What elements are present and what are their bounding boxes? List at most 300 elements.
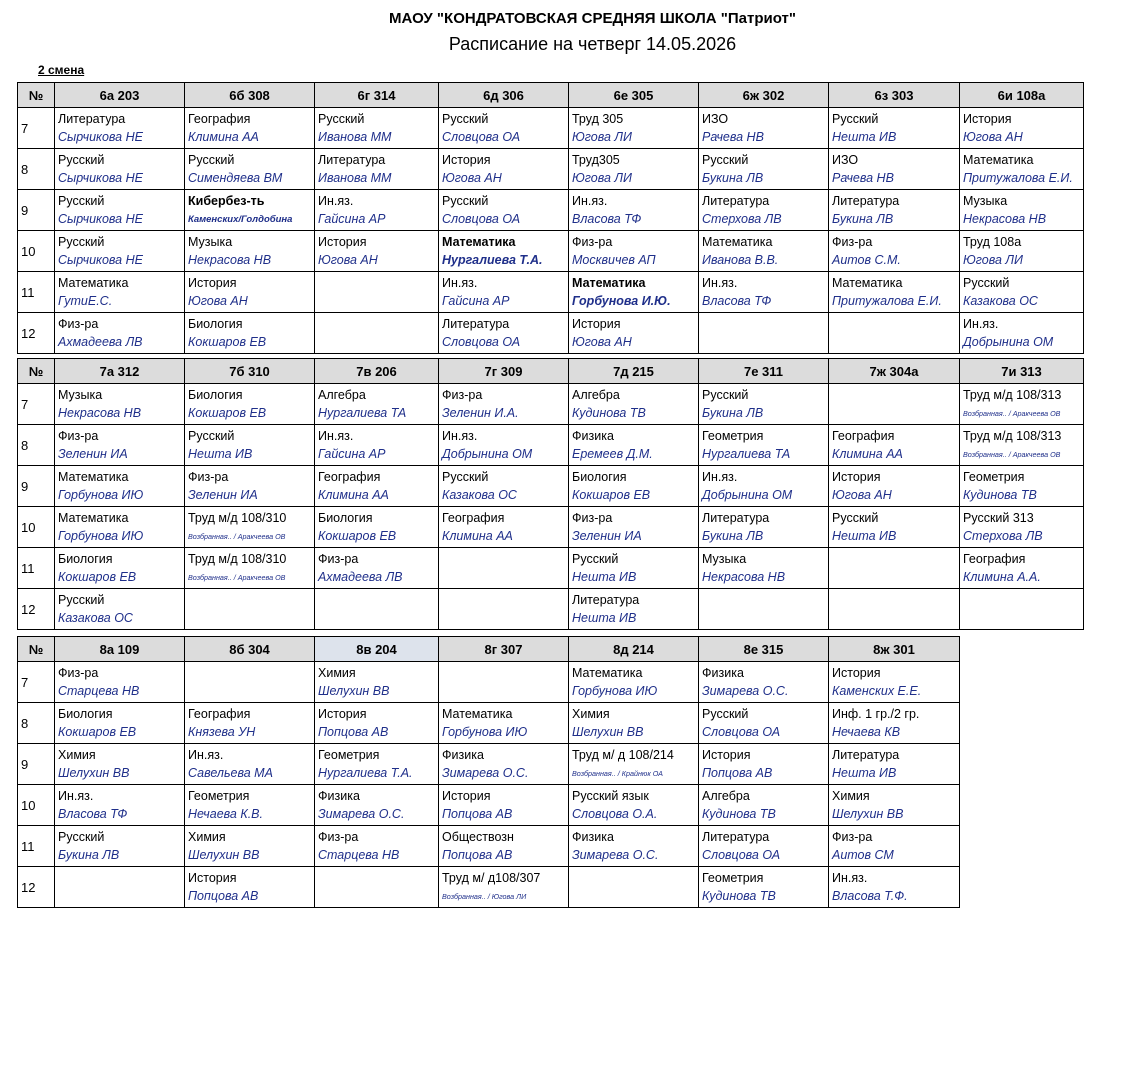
teacher-name: Климина АА: [318, 487, 389, 502]
lesson-cell: [185, 867, 315, 908]
lesson-cell: [315, 313, 439, 354]
lesson-cell: [569, 272, 699, 313]
teacher-name: Каменских/Голдобина: [188, 213, 293, 225]
teacher-name: Попцова АВ: [188, 888, 259, 903]
lesson-number: 8: [18, 149, 55, 190]
lesson-cell: [829, 149, 960, 190]
lesson-cell: [439, 507, 569, 548]
subject-name: Химия: [572, 706, 610, 721]
subject-name: Русский: [442, 469, 489, 484]
lesson-cell: [829, 231, 960, 272]
lesson-cell: [55, 466, 185, 507]
lesson-cell: [315, 231, 439, 272]
lesson-cell: [960, 231, 1084, 272]
teacher-name: Добрынина ОМ: [963, 334, 1054, 349]
lesson-cell: [699, 548, 829, 589]
subject-name: Геометрия: [963, 469, 1025, 484]
subject-name: Ин.яз.: [318, 193, 354, 208]
subject-name: Труд м/д 108/310: [188, 551, 287, 566]
table-row: [18, 785, 960, 826]
lesson-cell: [829, 272, 960, 313]
subject-name: Алгебра: [318, 387, 366, 402]
lesson-cell: [569, 589, 699, 630]
teacher-name: Югова АН: [832, 487, 892, 502]
teacher-name: Югова ЛИ: [572, 129, 632, 144]
subject-name: Физика: [572, 428, 614, 443]
subject-name: Физика: [318, 788, 360, 803]
table-row: [18, 108, 1084, 149]
teacher-name: Зимарева О.С.: [572, 847, 659, 862]
teacher-name: Словцова ОА: [702, 847, 781, 862]
class-header: 8г 307: [439, 637, 569, 662]
table-row: [18, 589, 1084, 630]
lesson-cell: [960, 272, 1084, 313]
lesson-cell: [439, 231, 569, 272]
lesson-cell: [439, 425, 569, 466]
lesson-cell: [439, 190, 569, 231]
lesson-cell: [569, 507, 699, 548]
lesson-cell: [829, 507, 960, 548]
teacher-name: Горбунова И.Ю.: [572, 293, 671, 308]
lesson-number: 8: [18, 425, 55, 466]
subject-name: Русский язык: [572, 788, 649, 803]
teacher-name: Югова АН: [442, 170, 502, 185]
subject-name: Ин.яз.: [58, 788, 94, 803]
lesson-cell: [569, 108, 699, 149]
lesson-cell: [960, 384, 1084, 425]
class-header: 7и 313: [960, 359, 1084, 384]
table-row: [18, 867, 960, 908]
class-header: 6д 306: [439, 83, 569, 108]
subject-name: Биология: [572, 469, 627, 484]
lesson-cell: [569, 826, 699, 867]
teacher-name: Стерхова ЛВ: [963, 528, 1043, 543]
lesson-cell: [829, 826, 960, 867]
teacher-name: Нургалиева Т.А.: [442, 252, 543, 267]
teacher-name: Нешта ИВ: [832, 129, 897, 144]
teacher-name: Симендяева ВМ: [188, 170, 283, 185]
lesson-cell: [960, 313, 1084, 354]
subject-name: Русский: [58, 152, 105, 167]
teacher-name: Шелухин ВВ: [832, 806, 904, 821]
subject-name: Русский: [832, 510, 879, 525]
lesson-cell: [439, 149, 569, 190]
teacher-name: Ахмадеева ЛВ: [58, 334, 143, 349]
subject-name: География: [832, 428, 895, 443]
subject-name: Физ-ра: [58, 665, 99, 680]
teacher-name: Зимарева О.С.: [702, 683, 789, 698]
teacher-name: Добрынина ОМ: [702, 487, 793, 502]
teacher-name: Шелухин ВВ: [318, 683, 390, 698]
teacher-name: Зеленин ИА: [572, 528, 642, 543]
lesson-cell: [439, 867, 569, 908]
lesson-cell: [569, 425, 699, 466]
subject-name: ИЗО: [832, 152, 859, 167]
lesson-number: 10: [18, 785, 55, 826]
subject-name: Литература: [832, 193, 900, 208]
subject-name: Литература: [442, 316, 510, 331]
subject-name: Физ-ра: [832, 829, 873, 844]
teacher-name: Попцова АВ: [702, 765, 773, 780]
teacher-name: Кокшаров ЕВ: [58, 724, 137, 739]
lesson-cell: [185, 108, 315, 149]
lesson-cell: [829, 785, 960, 826]
teacher-name: Возбранная.. / Югова ЛИ: [442, 891, 527, 901]
teacher-name: Возбранная.. / Крайнюк ОА: [572, 768, 663, 778]
subject-name: Ин.яз.: [442, 428, 478, 443]
subject-name: Математика: [832, 275, 903, 290]
lesson-cell: [55, 662, 185, 703]
teacher-name: Некрасова НВ: [702, 569, 786, 584]
class-header: 6г 314: [315, 83, 439, 108]
lesson-cell: [439, 662, 569, 703]
subject-name: Физ-ра: [188, 469, 229, 484]
teacher-name: Кокшаров ЕВ: [188, 334, 267, 349]
lesson-cell: [699, 190, 829, 231]
lesson-cell: [699, 384, 829, 425]
teacher-name: ГутиЕ.С.: [58, 293, 113, 308]
teacher-name: Притужалова Е.И.: [963, 170, 1073, 185]
subject-name: Русский 313: [963, 510, 1034, 525]
teacher-name: Букина ЛВ: [58, 847, 120, 862]
teacher-name: Казакова ОС: [442, 487, 517, 502]
subject-name: История: [832, 665, 881, 680]
subject-name: Музыка: [963, 193, 1008, 208]
lesson-cell: [829, 466, 960, 507]
teacher-name: Власова ТФ: [58, 806, 128, 821]
teacher-name: Возбранная.. / Аракчеева ОВ: [963, 449, 1061, 459]
subject-name: Физ-ра: [318, 829, 359, 844]
lesson-cell: [699, 507, 829, 548]
lesson-cell: [829, 744, 960, 785]
lesson-cell: [960, 548, 1084, 589]
subject-name: Ин.яз.: [188, 747, 224, 762]
lesson-cell: [55, 703, 185, 744]
lesson-cell: [829, 313, 960, 354]
lesson-cell: [55, 384, 185, 425]
lesson-cell: [55, 149, 185, 190]
lesson-number: 9: [18, 190, 55, 231]
header-row: [18, 637, 960, 662]
class-header: 7в 206: [315, 359, 439, 384]
class-header: 8в 204: [315, 637, 439, 662]
teacher-name: Попцова АВ: [318, 724, 389, 739]
subject-name: История: [188, 870, 237, 885]
subject-name: Ин.яз.: [702, 469, 738, 484]
teacher-name: Аитов С.М.: [832, 252, 901, 267]
lesson-number: 7: [18, 108, 55, 149]
teacher-name: Зеленин ИА: [188, 487, 258, 502]
lesson-cell: [569, 190, 699, 231]
lesson-cell: [699, 785, 829, 826]
subject-name: Ин.яз.: [832, 870, 868, 885]
teacher-name: Власова ТФ: [702, 293, 772, 308]
subject-name: Инф. 1 гр./2 гр.: [832, 706, 920, 721]
class-header: 8ж 301: [829, 637, 960, 662]
class-header: 7а 312: [55, 359, 185, 384]
lesson-cell: [569, 384, 699, 425]
lesson-cell: [55, 867, 185, 908]
lesson-number-header: №: [18, 359, 55, 384]
subject-name: История: [318, 706, 367, 721]
table-row: [18, 548, 1084, 589]
lesson-number: 12: [18, 313, 55, 354]
subject-name: Литература: [58, 111, 126, 126]
subject-name: Физ-ра: [58, 428, 99, 443]
subject-name: История: [188, 275, 237, 290]
subject-name: Русский: [318, 111, 365, 126]
table-row: [18, 703, 960, 744]
subject-name: Русский: [188, 152, 235, 167]
subject-name: География: [188, 111, 251, 126]
subject-name: История: [702, 747, 751, 762]
lesson-cell: [55, 190, 185, 231]
teacher-name: Югова ЛИ: [963, 252, 1023, 267]
lesson-number-header: №: [18, 637, 55, 662]
teacher-name: Словцова ОА: [442, 334, 521, 349]
lesson-cell: [185, 703, 315, 744]
subject-name: Обществозн: [442, 829, 514, 844]
teacher-name: Нургалиева ТА: [702, 446, 791, 461]
class-header: 6ж 302: [699, 83, 829, 108]
subject-name: Физ-ра: [442, 387, 483, 402]
subject-name: Кибербез-ть: [188, 193, 265, 208]
teacher-name: Кокшаров ЕВ: [572, 487, 651, 502]
lesson-number: 7: [18, 662, 55, 703]
teacher-name: Нешта ИВ: [188, 446, 253, 461]
teacher-name: Казакова ОС: [58, 610, 133, 625]
teacher-name: Добрынина ОМ: [442, 446, 533, 461]
subject-name: Русский: [58, 592, 105, 607]
lesson-cell: [569, 662, 699, 703]
lesson-cell: [569, 548, 699, 589]
lesson-cell: [315, 785, 439, 826]
teacher-name: Казакова ОС: [963, 293, 1038, 308]
lesson-number: 8: [18, 703, 55, 744]
teacher-name: Ахмадеева ЛВ: [318, 569, 403, 584]
lesson-cell: [699, 313, 829, 354]
lesson-cell: [699, 744, 829, 785]
subject-name: География: [188, 706, 251, 721]
subject-name: Труд м/д 108/310: [188, 510, 287, 525]
subject-name: Химия: [188, 829, 226, 844]
lesson-cell: [569, 785, 699, 826]
lesson-cell: [829, 548, 960, 589]
table-row: [18, 662, 960, 703]
lesson-cell: [829, 662, 960, 703]
lesson-cell: [185, 826, 315, 867]
lesson-cell: [960, 149, 1084, 190]
teacher-name: Шелухин ВВ: [188, 847, 260, 862]
subject-name: Физ-ра: [572, 234, 613, 249]
lesson-cell: [315, 384, 439, 425]
table-row: [18, 231, 1084, 272]
subject-name: Алгебра: [572, 387, 620, 402]
class-header: 6з 303: [829, 83, 960, 108]
teacher-name: Князева УН: [188, 724, 256, 739]
lesson-cell: [315, 272, 439, 313]
lesson-cell: [315, 108, 439, 149]
class-header: 6б 308: [185, 83, 315, 108]
teacher-name: Аитов СМ: [832, 847, 894, 862]
lesson-cell: [185, 149, 315, 190]
subject-name: Физика: [572, 829, 614, 844]
teacher-name: Некрасова НВ: [188, 252, 272, 267]
teacher-name: Зеленин И.А.: [442, 405, 519, 420]
teacher-name: Климина А.А.: [963, 569, 1041, 584]
teacher-name: Сырчикова НЕ: [58, 211, 143, 226]
subject-name: Математика: [442, 706, 513, 721]
lesson-number: 12: [18, 589, 55, 630]
subject-name: География: [963, 551, 1026, 566]
subject-name: Биология: [188, 387, 243, 402]
teacher-name: Возбранная.. / Аракчеева ОВ: [963, 408, 1061, 418]
header-row: [18, 83, 1084, 108]
lesson-cell: [829, 384, 960, 425]
lesson-cell: [569, 744, 699, 785]
teacher-name: Зимарева О.С.: [442, 765, 529, 780]
lesson-number: 11: [18, 548, 55, 589]
teacher-name: Кокшаров ЕВ: [188, 405, 267, 420]
lesson-cell: [699, 231, 829, 272]
lesson-cell: [439, 384, 569, 425]
subject-name: Биология: [58, 551, 113, 566]
lesson-cell: [829, 589, 960, 630]
lesson-cell: [439, 108, 569, 149]
subject-name: Ин.яз.: [318, 428, 354, 443]
teacher-name: Югова АН: [963, 129, 1023, 144]
teacher-name: Сырчикова НЕ: [58, 170, 143, 185]
lesson-cell: [439, 272, 569, 313]
subject-name: История: [442, 152, 491, 167]
teacher-name: Шелухин ВВ: [58, 765, 130, 780]
subject-name: Геометрия: [702, 870, 764, 885]
lesson-cell: [699, 589, 829, 630]
lesson-cell: [439, 589, 569, 630]
teacher-name: Попцова АВ: [442, 847, 513, 862]
lesson-cell: [569, 313, 699, 354]
lesson-cell: [699, 662, 829, 703]
subject-name: Математика: [572, 275, 646, 290]
subject-name: Физ-ра: [572, 510, 613, 525]
lesson-cell: [699, 466, 829, 507]
lesson-cell: [699, 826, 829, 867]
teacher-name: Кудинова ТВ: [702, 888, 776, 903]
teacher-name: Букина ЛВ: [702, 528, 764, 543]
subject-name: Геометрия: [318, 747, 380, 762]
teacher-name: Шелухин ВВ: [572, 724, 644, 739]
shift-label: 2 смена: [38, 63, 85, 77]
class-header: 7б 310: [185, 359, 315, 384]
subject-name: Труд 305: [572, 111, 624, 126]
lesson-cell: [185, 548, 315, 589]
lesson-cell: [699, 272, 829, 313]
teacher-name: Горбунова ИЮ: [58, 487, 144, 502]
lesson-cell: [315, 867, 439, 908]
lesson-cell: [315, 425, 439, 466]
subject-name: Музыка: [188, 234, 233, 249]
lesson-cell: [569, 149, 699, 190]
teacher-name: Горбунова ИЮ: [58, 528, 144, 543]
lesson-cell: [315, 507, 439, 548]
subject-name: Труд м/д 108/313: [963, 387, 1062, 402]
teacher-name: Стерхова ЛВ: [702, 211, 782, 226]
lesson-cell: [569, 703, 699, 744]
subject-name: Труд м/ д 108/214: [572, 747, 674, 762]
lesson-cell: [55, 589, 185, 630]
teacher-name: Кудинова ТВ: [572, 405, 646, 420]
subject-name: Русский: [832, 111, 879, 126]
lesson-cell: [960, 108, 1084, 149]
teacher-name: Нечаева К.В.: [188, 806, 263, 821]
table-row: [18, 744, 960, 785]
subject-name: Труд 108а: [963, 234, 1022, 249]
subject-name: Русский: [442, 111, 489, 126]
lesson-cell: [185, 272, 315, 313]
lesson-cell: [829, 190, 960, 231]
subject-name: Биология: [318, 510, 373, 525]
class-header: 8б 304: [185, 637, 315, 662]
subject-name: Ин.яз.: [572, 193, 608, 208]
subject-name: Ин.яз.: [442, 275, 478, 290]
teacher-name: Власова ТФ: [572, 211, 642, 226]
subject-name: Русский: [572, 551, 619, 566]
subject-name: Русский: [58, 193, 105, 208]
teacher-name: Власова Т.Ф.: [832, 888, 908, 903]
class-header: 8е 315: [699, 637, 829, 662]
lesson-cell: [185, 313, 315, 354]
teacher-name: Притужалова Е.И.: [832, 293, 942, 308]
lesson-cell: [185, 466, 315, 507]
teacher-name: Старцева НВ: [58, 683, 140, 698]
teacher-name: Гайсина АР: [318, 211, 386, 226]
subject-name: Физика: [442, 747, 484, 762]
teacher-name: Горбунова ИЮ: [572, 683, 658, 698]
lesson-cell: [699, 703, 829, 744]
class-header: 7д 215: [569, 359, 699, 384]
lesson-cell: [55, 231, 185, 272]
subject-name: Русский: [702, 152, 749, 167]
subject-name: Биология: [58, 706, 113, 721]
class-header: 7ж 304а: [829, 359, 960, 384]
subject-name: Математика: [58, 510, 129, 525]
teacher-name: Букина ЛВ: [702, 170, 764, 185]
lesson-number: 7: [18, 384, 55, 425]
lesson-cell: [315, 589, 439, 630]
teacher-name: Нургалиева Т.А.: [318, 765, 413, 780]
lesson-number-header: №: [18, 83, 55, 108]
subject-name: Русский: [702, 387, 749, 402]
lesson-cell: [55, 272, 185, 313]
teacher-name: Нешта ИВ: [572, 569, 637, 584]
teacher-name: Иванова ММ: [318, 170, 392, 185]
subject-name: Русский: [188, 428, 235, 443]
lesson-cell: [185, 662, 315, 703]
teacher-name: Словцова ОА: [442, 211, 521, 226]
subject-name: Русский: [58, 829, 105, 844]
teacher-name: Климина АА: [188, 129, 259, 144]
lesson-cell: [315, 149, 439, 190]
lesson-cell: [699, 425, 829, 466]
table-row: [18, 384, 1084, 425]
teacher-name: Рачева НВ: [832, 170, 894, 185]
teacher-name: Сырчикова НЕ: [58, 252, 143, 267]
lesson-cell: [439, 826, 569, 867]
subject-name: Геометрия: [188, 788, 250, 803]
lesson-cell: [185, 507, 315, 548]
teacher-name: Климина АА: [442, 528, 513, 543]
teacher-name: Букина ЛВ: [832, 211, 894, 226]
